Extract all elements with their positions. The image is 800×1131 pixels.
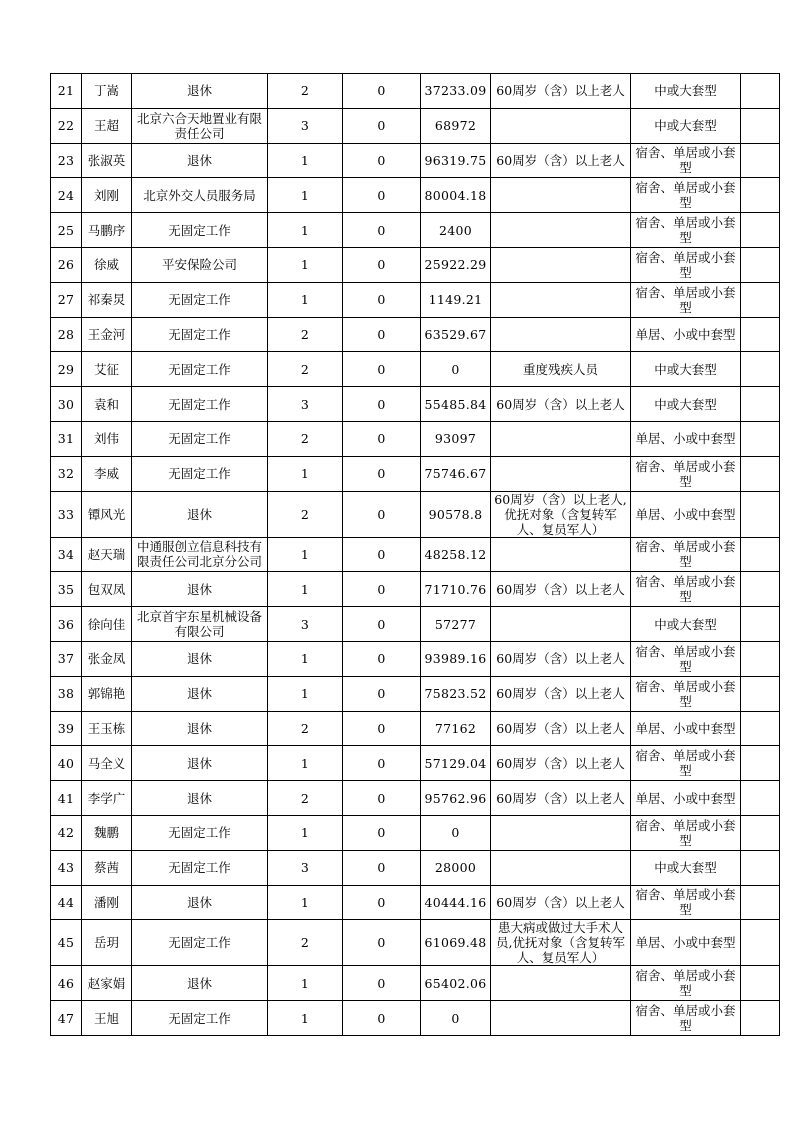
note-cell <box>741 317 780 352</box>
housing-type-cell: 宿舍、单居或小套型 <box>631 537 741 572</box>
category-cell: 60周岁（含）以上老人 <box>491 641 631 676</box>
employer-cell: 退休 <box>132 491 268 537</box>
category-cell: 60周岁（含）以上老人 <box>491 781 631 816</box>
table-body <box>51 74 780 1036</box>
name-cell: 刘刚 <box>82 178 132 213</box>
income-cell: 0 <box>421 352 491 387</box>
housing-type-cell: 宿舍、单居或小套型 <box>631 456 741 491</box>
count-cell: 0 <box>343 537 421 572</box>
name-cell: 包双凤 <box>82 572 132 607</box>
household-size-cell: 2 <box>268 74 343 109</box>
category-cell: 60周岁（含）以上老人,优抚对象（含复转军人、复员军人） <box>491 491 631 537</box>
income-cell: 55485.84 <box>421 387 491 422</box>
employer-cell: 退休 <box>132 966 268 1001</box>
row-number-cell: 27 <box>51 282 82 317</box>
row-number-cell: 22 <box>51 108 82 143</box>
employer-cell: 退休 <box>132 641 268 676</box>
household-size-cell: 3 <box>268 387 343 422</box>
row-number-cell: 35 <box>51 572 82 607</box>
count-cell: 0 <box>343 572 421 607</box>
count-cell: 0 <box>343 676 421 711</box>
note-cell <box>741 74 780 109</box>
count-cell: 0 <box>343 178 421 213</box>
category-cell: 重度残疾人员 <box>491 352 631 387</box>
employer-cell: 无固定工作 <box>132 815 268 850</box>
count-cell: 0 <box>343 966 421 1001</box>
table-row <box>51 421 780 456</box>
table-row <box>51 966 780 1001</box>
table-row <box>51 920 780 966</box>
note-cell <box>741 143 780 178</box>
income-cell: 65402.06 <box>421 966 491 1001</box>
income-cell: 2400 <box>421 213 491 248</box>
table-row <box>51 815 780 850</box>
employer-cell: 退休 <box>132 74 268 109</box>
employer-cell: 退休 <box>132 676 268 711</box>
employer-cell: 北京首宇东星机械设备有限公司 <box>132 607 268 642</box>
employer-cell: 无固定工作 <box>132 213 268 248</box>
count-cell: 0 <box>343 317 421 352</box>
household-size-cell: 2 <box>268 711 343 746</box>
note-cell <box>741 815 780 850</box>
note-cell <box>741 247 780 282</box>
note-cell <box>741 920 780 966</box>
category-cell: 60周岁（含）以上老人 <box>491 746 631 781</box>
note-cell <box>741 282 780 317</box>
note-cell <box>741 711 780 746</box>
note-cell <box>741 572 780 607</box>
housing-type-cell: 中或大套型 <box>631 74 741 109</box>
housing-type-cell: 宿舍、单居或小套型 <box>631 641 741 676</box>
employer-cell: 北京六合天地置业有限责任公司 <box>132 108 268 143</box>
note-cell <box>741 607 780 642</box>
household-size-cell: 2 <box>268 491 343 537</box>
name-cell: 马鹏序 <box>82 213 132 248</box>
employer-cell: 退休 <box>132 143 268 178</box>
row-number-cell: 36 <box>51 607 82 642</box>
income-cell: 77162 <box>421 711 491 746</box>
housing-type-cell: 中或大套型 <box>631 607 741 642</box>
table-row <box>51 572 780 607</box>
table-row <box>51 282 780 317</box>
income-cell: 95762.96 <box>421 781 491 816</box>
row-number-cell: 42 <box>51 815 82 850</box>
household-size-cell: 3 <box>268 850 343 885</box>
housing-type-cell: 宿舍、单居或小套型 <box>631 676 741 711</box>
table-row <box>51 885 780 920</box>
income-cell: 61069.48 <box>421 920 491 966</box>
note-cell <box>741 641 780 676</box>
row-number-cell: 31 <box>51 421 82 456</box>
table-row <box>51 74 780 109</box>
note-cell <box>741 108 780 143</box>
housing-type-cell: 中或大套型 <box>631 387 741 422</box>
category-cell <box>491 815 631 850</box>
note-cell <box>741 746 780 781</box>
household-size-cell: 1 <box>268 641 343 676</box>
employer-cell: 无固定工作 <box>132 317 268 352</box>
employer-cell: 无固定工作 <box>132 456 268 491</box>
category-cell <box>491 178 631 213</box>
name-cell: 张淑英 <box>82 143 132 178</box>
employer-cell: 退休 <box>132 572 268 607</box>
row-number-cell: 23 <box>51 143 82 178</box>
employer-cell: 退休 <box>132 885 268 920</box>
category-cell <box>491 850 631 885</box>
category-cell: 60周岁（含）以上老人 <box>491 885 631 920</box>
category-cell: 60周岁（含）以上老人 <box>491 387 631 422</box>
income-cell: 57277 <box>421 607 491 642</box>
table-row <box>51 676 780 711</box>
table-row <box>51 352 780 387</box>
table-row <box>51 746 780 781</box>
row-number-cell: 28 <box>51 317 82 352</box>
row-number-cell: 25 <box>51 213 82 248</box>
housing-type-cell: 单居、小或中套型 <box>631 317 741 352</box>
name-cell: 徐向佳 <box>82 607 132 642</box>
employer-cell: 无固定工作 <box>132 850 268 885</box>
row-number-cell: 46 <box>51 966 82 1001</box>
income-cell: 80004.18 <box>421 178 491 213</box>
housing-type-cell: 单居、小或中套型 <box>631 421 741 456</box>
note-cell <box>741 1001 780 1036</box>
name-cell: 刘伟 <box>82 421 132 456</box>
income-cell: 0 <box>421 815 491 850</box>
household-size-cell: 1 <box>268 885 343 920</box>
household-size-cell: 3 <box>268 108 343 143</box>
household-size-cell: 1 <box>268 178 343 213</box>
name-cell: 王旭 <box>82 1001 132 1036</box>
applicant-table <box>50 73 780 1036</box>
income-cell: 75823.52 <box>421 676 491 711</box>
household-size-cell: 1 <box>268 282 343 317</box>
employer-cell: 无固定工作 <box>132 421 268 456</box>
count-cell: 0 <box>343 815 421 850</box>
employer-cell: 平安保险公司 <box>132 247 268 282</box>
table-row <box>51 1001 780 1036</box>
note-cell <box>741 421 780 456</box>
row-number-cell: 34 <box>51 537 82 572</box>
count-cell: 0 <box>343 387 421 422</box>
household-size-cell: 3 <box>268 607 343 642</box>
table-row <box>51 213 780 248</box>
category-cell <box>491 108 631 143</box>
category-cell: 60周岁（含）以上老人 <box>491 711 631 746</box>
employer-cell: 无固定工作 <box>132 282 268 317</box>
count-cell: 0 <box>343 108 421 143</box>
row-number-cell: 40 <box>51 746 82 781</box>
employer-cell: 退休 <box>132 781 268 816</box>
table-row <box>51 850 780 885</box>
note-cell <box>741 491 780 537</box>
row-number-cell: 24 <box>51 178 82 213</box>
household-size-cell: 1 <box>268 456 343 491</box>
housing-type-cell: 单居、小或中套型 <box>631 781 741 816</box>
name-cell: 徐威 <box>82 247 132 282</box>
count-cell: 0 <box>343 781 421 816</box>
name-cell: 潘刚 <box>82 885 132 920</box>
category-cell: 60周岁（含）以上老人 <box>491 143 631 178</box>
household-size-cell: 1 <box>268 1001 343 1036</box>
row-number-cell: 44 <box>51 885 82 920</box>
income-cell: 40444.16 <box>421 885 491 920</box>
count-cell: 0 <box>343 247 421 282</box>
income-cell: 1149.21 <box>421 282 491 317</box>
note-cell <box>741 885 780 920</box>
employer-cell: 北京外交人员服务局 <box>132 178 268 213</box>
income-cell: 90578.8 <box>421 491 491 537</box>
row-number-cell: 41 <box>51 781 82 816</box>
household-size-cell: 1 <box>268 676 343 711</box>
table-row <box>51 491 780 537</box>
table-row <box>51 143 780 178</box>
name-cell: 李威 <box>82 456 132 491</box>
income-cell: 37233.09 <box>421 74 491 109</box>
housing-type-cell: 中或大套型 <box>631 850 741 885</box>
household-size-cell: 2 <box>268 920 343 966</box>
count-cell: 0 <box>343 352 421 387</box>
row-number-cell: 21 <box>51 74 82 109</box>
table-row <box>51 178 780 213</box>
housing-type-cell: 宿舍、单居或小套型 <box>631 247 741 282</box>
note-cell <box>741 966 780 1001</box>
note-cell <box>741 213 780 248</box>
count-cell: 0 <box>343 607 421 642</box>
category-cell <box>491 456 631 491</box>
row-number-cell: 43 <box>51 850 82 885</box>
row-number-cell: 33 <box>51 491 82 537</box>
row-number-cell: 39 <box>51 711 82 746</box>
name-cell: 袁和 <box>82 387 132 422</box>
name-cell: 艾征 <box>82 352 132 387</box>
category-cell <box>491 317 631 352</box>
note-cell <box>741 178 780 213</box>
category-cell <box>491 1001 631 1036</box>
count-cell: 0 <box>343 920 421 966</box>
row-number-cell: 26 <box>51 247 82 282</box>
household-size-cell: 2 <box>268 781 343 816</box>
household-size-cell: 1 <box>268 572 343 607</box>
count-cell: 0 <box>343 850 421 885</box>
note-cell <box>741 387 780 422</box>
name-cell: 王超 <box>82 108 132 143</box>
household-size-cell: 1 <box>268 537 343 572</box>
household-size-cell: 1 <box>268 213 343 248</box>
category-cell <box>491 247 631 282</box>
table-row <box>51 711 780 746</box>
household-size-cell: 1 <box>268 247 343 282</box>
category-cell: 60周岁（含）以上老人 <box>491 676 631 711</box>
category-cell <box>491 537 631 572</box>
count-cell: 0 <box>343 885 421 920</box>
housing-type-cell: 宿舍、单居或小套型 <box>631 885 741 920</box>
count-cell: 0 <box>343 143 421 178</box>
count-cell: 0 <box>343 456 421 491</box>
count-cell: 0 <box>343 711 421 746</box>
row-number-cell: 29 <box>51 352 82 387</box>
employer-cell: 退休 <box>132 711 268 746</box>
category-cell <box>491 421 631 456</box>
income-cell: 28000 <box>421 850 491 885</box>
table-row <box>51 641 780 676</box>
name-cell: 蔡茜 <box>82 850 132 885</box>
household-size-cell: 1 <box>268 746 343 781</box>
note-cell <box>741 781 780 816</box>
note-cell <box>741 456 780 491</box>
employer-cell: 中通服创立信息科技有限责任公司北京分公司 <box>132 537 268 572</box>
housing-type-cell: 单居、小或中套型 <box>631 491 741 537</box>
name-cell: 马全义 <box>82 746 132 781</box>
housing-type-cell: 单居、小或中套型 <box>631 920 741 966</box>
name-cell: 赵家娟 <box>82 966 132 1001</box>
housing-type-cell: 宿舍、单居或小套型 <box>631 213 741 248</box>
category-cell <box>491 282 631 317</box>
name-cell: 王金河 <box>82 317 132 352</box>
name-cell: 镡风光 <box>82 491 132 537</box>
household-size-cell: 1 <box>268 815 343 850</box>
household-size-cell: 1 <box>268 966 343 1001</box>
name-cell: 李学广 <box>82 781 132 816</box>
housing-type-cell: 宿舍、单居或小套型 <box>631 966 741 1001</box>
income-cell: 93097 <box>421 421 491 456</box>
table-row <box>51 607 780 642</box>
table-row <box>51 781 780 816</box>
row-number-cell: 38 <box>51 676 82 711</box>
housing-type-cell: 单居、小或中套型 <box>631 711 741 746</box>
name-cell: 王玉栋 <box>82 711 132 746</box>
household-size-cell: 2 <box>268 421 343 456</box>
name-cell: 丁嵩 <box>82 74 132 109</box>
table-row <box>51 108 780 143</box>
name-cell: 岳玥 <box>82 920 132 966</box>
income-cell: 75746.67 <box>421 456 491 491</box>
count-cell: 0 <box>343 282 421 317</box>
household-size-cell: 1 <box>268 143 343 178</box>
name-cell: 赵天瑞 <box>82 537 132 572</box>
name-cell: 张金凤 <box>82 641 132 676</box>
housing-type-cell: 宿舍、单居或小套型 <box>631 178 741 213</box>
note-cell <box>741 676 780 711</box>
income-cell: 0 <box>421 1001 491 1036</box>
table-row <box>51 537 780 572</box>
count-cell: 0 <box>343 641 421 676</box>
housing-type-cell: 宿舍、单居或小套型 <box>631 815 741 850</box>
row-number-cell: 30 <box>51 387 82 422</box>
name-cell: 郭锦艳 <box>82 676 132 711</box>
category-cell <box>491 213 631 248</box>
count-cell: 0 <box>343 746 421 781</box>
employer-cell: 退休 <box>132 746 268 781</box>
household-size-cell: 2 <box>268 352 343 387</box>
employer-cell: 无固定工作 <box>132 352 268 387</box>
row-number-cell: 32 <box>51 456 82 491</box>
row-number-cell: 47 <box>51 1001 82 1036</box>
category-cell <box>491 607 631 642</box>
housing-type-cell: 宿舍、单居或小套型 <box>631 282 741 317</box>
name-cell: 魏鹏 <box>82 815 132 850</box>
income-cell: 96319.75 <box>421 143 491 178</box>
category-cell <box>491 966 631 1001</box>
note-cell <box>741 352 780 387</box>
category-cell: 60周岁（含）以上老人 <box>491 572 631 607</box>
income-cell: 25922.29 <box>421 247 491 282</box>
table-row <box>51 456 780 491</box>
income-cell: 68972 <box>421 108 491 143</box>
income-cell: 57129.04 <box>421 746 491 781</box>
note-cell <box>741 537 780 572</box>
category-cell: 60周岁（含）以上老人 <box>491 74 631 109</box>
housing-type-cell: 宿舍、单居或小套型 <box>631 1001 741 1036</box>
income-cell: 71710.76 <box>421 572 491 607</box>
housing-type-cell: 宿舍、单居或小套型 <box>631 746 741 781</box>
income-cell: 48258.12 <box>421 537 491 572</box>
employer-cell: 无固定工作 <box>132 1001 268 1036</box>
category-cell: 患大病或做过大手术人员,优抚对象（含复转军人、复员军人） <box>491 920 631 966</box>
row-number-cell: 37 <box>51 641 82 676</box>
count-cell: 0 <box>343 491 421 537</box>
table-row <box>51 387 780 422</box>
housing-type-cell: 宿舍、单居或小套型 <box>631 143 741 178</box>
count-cell: 0 <box>343 213 421 248</box>
housing-type-cell: 中或大套型 <box>631 108 741 143</box>
employer-cell: 无固定工作 <box>132 920 268 966</box>
name-cell: 祁秦炅 <box>82 282 132 317</box>
table-row <box>51 247 780 282</box>
household-size-cell: 2 <box>268 317 343 352</box>
note-cell <box>741 850 780 885</box>
housing-type-cell: 宿舍、单居或小套型 <box>631 572 741 607</box>
table-row <box>51 317 780 352</box>
income-cell: 63529.67 <box>421 317 491 352</box>
housing-type-cell: 中或大套型 <box>631 352 741 387</box>
count-cell: 0 <box>343 421 421 456</box>
employer-cell: 无固定工作 <box>132 387 268 422</box>
count-cell: 0 <box>343 1001 421 1036</box>
row-number-cell: 45 <box>51 920 82 966</box>
income-cell: 93989.16 <box>421 641 491 676</box>
count-cell: 0 <box>343 74 421 109</box>
